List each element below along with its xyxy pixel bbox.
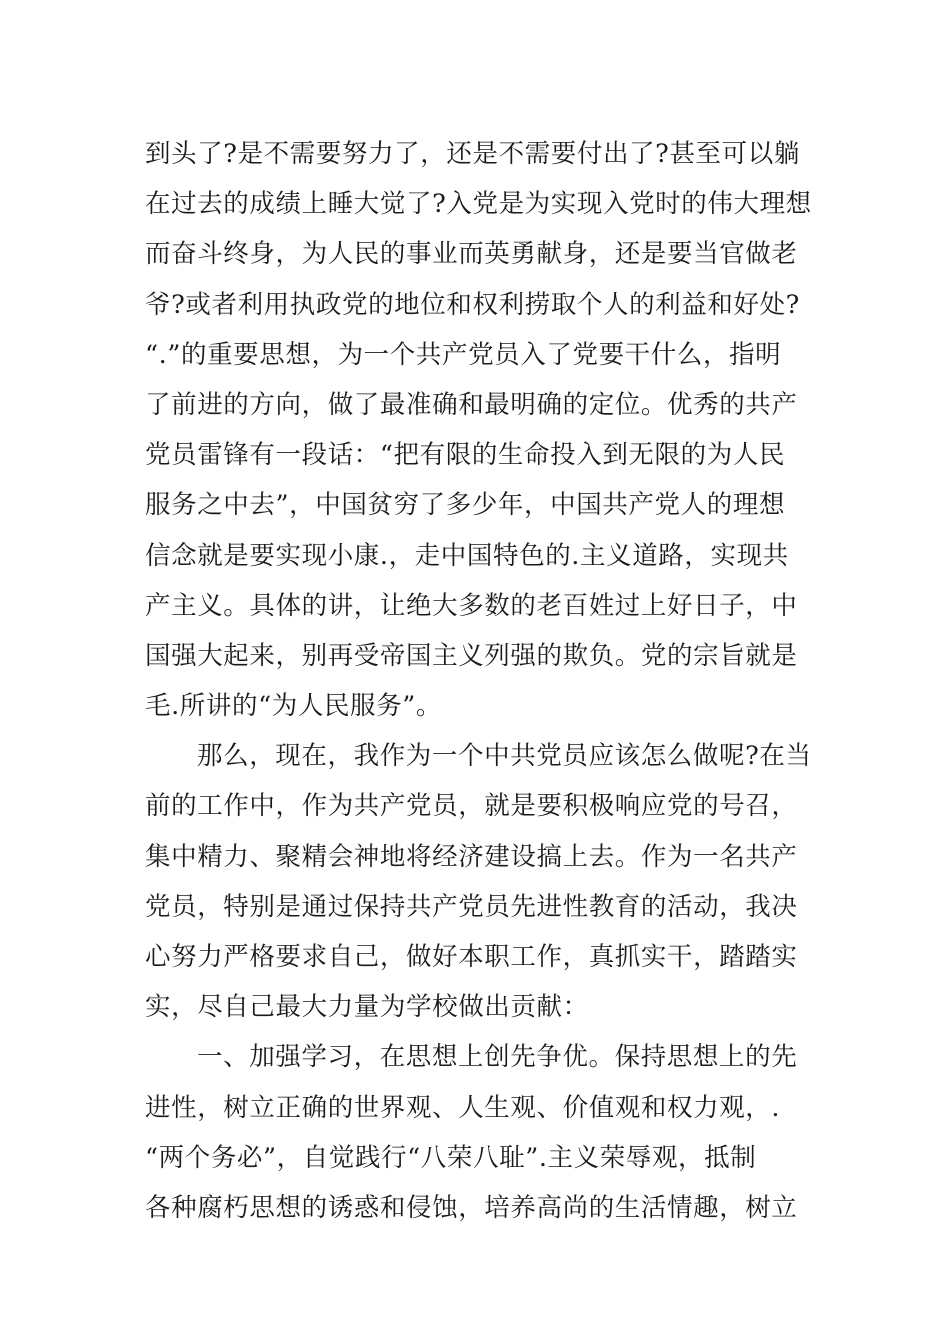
- text-line: 实，尽自己最大力量为学校做出贡献：: [145, 992, 589, 1023]
- paragraph-first-line: 一、加强学习，在思想上创先争优。保持思想上的先: [197, 1042, 798, 1073]
- text-line: 集中精力、聚精会神地将经济建设搞上去。作为一名共产: [145, 841, 798, 872]
- text-line: “两个务必”，自觉践行“八荣八耻”.主义荣辱观，抵制: [145, 1142, 757, 1173]
- text-line: 而奋斗终身，为人民的事业而英勇献身，还是要当官做老: [145, 239, 798, 270]
- body-text: [145, 129, 815, 1233]
- text-line: 进性，树立正确的世界观、人生观、价值观和权力观，.: [145, 1092, 781, 1123]
- text-line: 信念就是要实现小康.，走中国特色的.主义道路，实现共: [145, 540, 789, 571]
- text-line: 在过去的成绩上睡大觉了?入党是为实现入党时的伟大理想: [145, 189, 812, 220]
- text-line: 毛.所讲的“为人民服务”。: [145, 691, 442, 722]
- text-line: 心努力严格要求自己，做好本职工作，真抓实干，踏踏实: [145, 942, 798, 972]
- text-line: 国强大起来，别再受帝国主义列强的欺负。党的宗旨就是: [145, 640, 798, 671]
- text-line: 产主义。具体的讲，让绝大多数的老百姓过上好日子，中: [145, 590, 798, 621]
- text-line: 服务之中去”，中国贫穷了多少年，中国共产党人的理想: [145, 490, 786, 521]
- text-line: 了前进的方向，做了最准确和最明确的定位。优秀的共产: [145, 389, 798, 420]
- paragraph-first-line: 那么，现在，我作为一个中共党员应该怎么做呢?在当: [197, 741, 812, 772]
- text-line: 到头了?是不需要努力了，还是不需要付出了?甚至可以躺: [145, 139, 800, 169]
- text-line: 党员，特别是通过保持共产党员先进性教育的活动，我决: [145, 891, 798, 922]
- text-line: 各种腐朽思想的诱惑和侵蚀，培养高尚的生活情趣，树立: [145, 1192, 798, 1223]
- text-line: 前的工作中，作为共产党员，就是要积极响应党的号召，: [145, 791, 798, 822]
- text-line: “.”的重要思想，为一个共产党员入了党要干什么，指明: [145, 339, 782, 370]
- text-line: 党员雷锋有一段话：“把有限的生命投入到无限的为人民: [145, 440, 786, 471]
- text-line: 爷?或者利用执政党的地位和权利捞取个人的利益和好处?: [145, 289, 800, 320]
